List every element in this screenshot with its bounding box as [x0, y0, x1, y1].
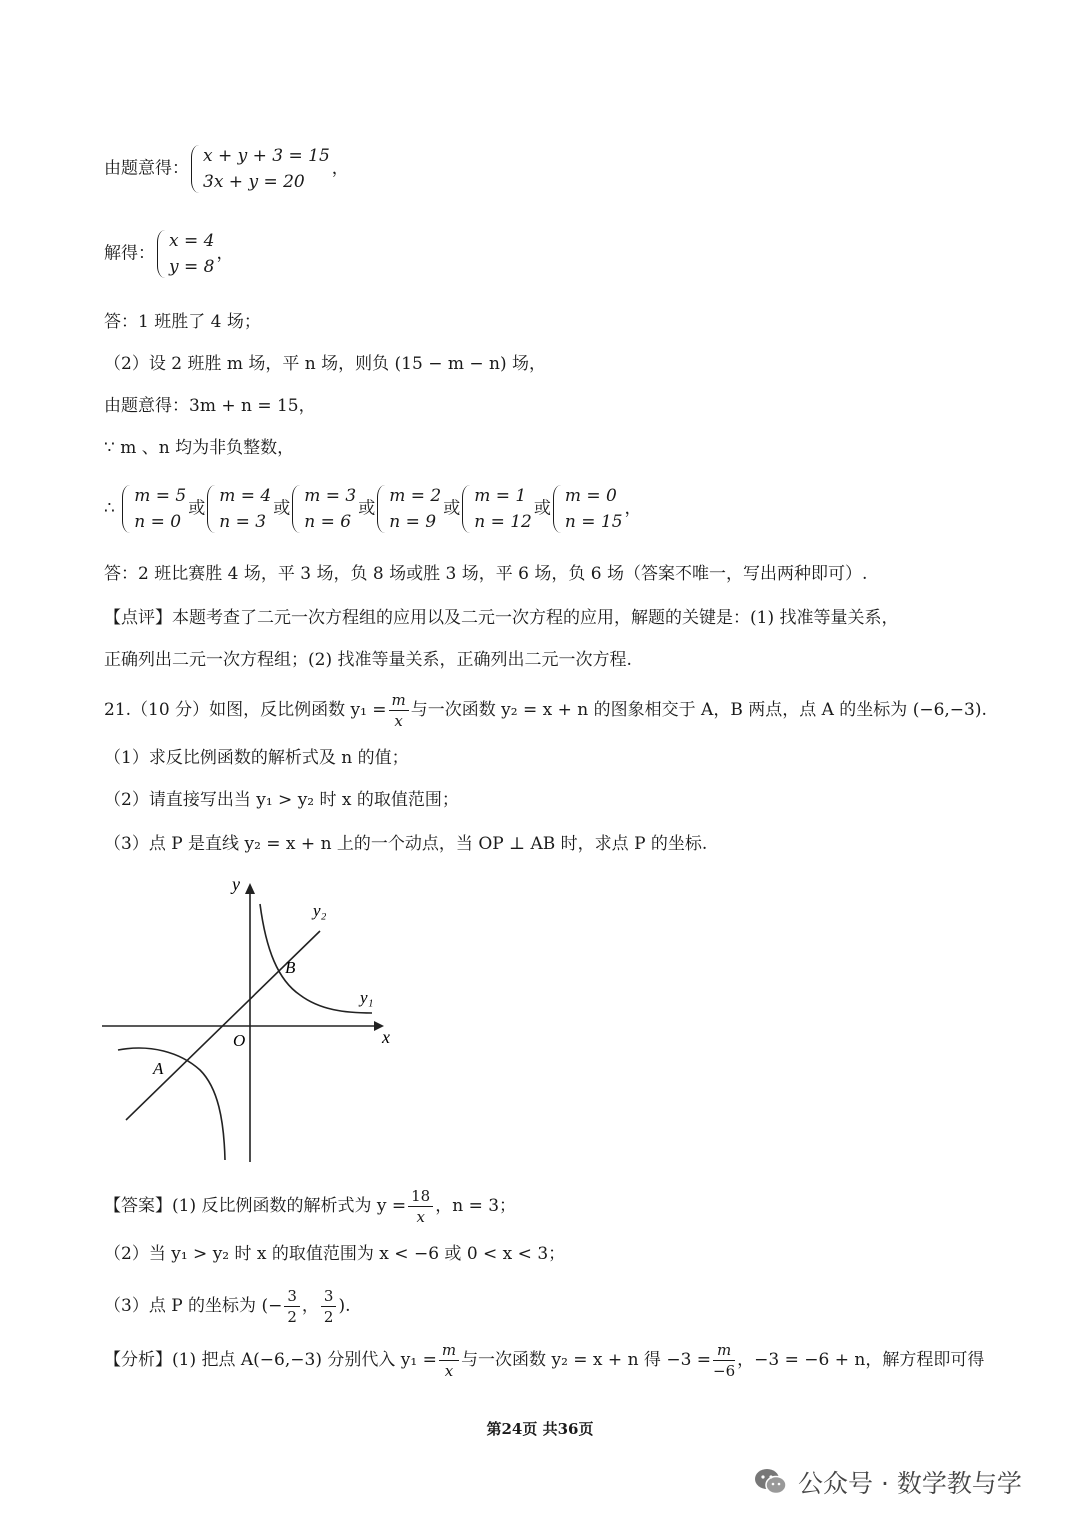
wechat-icon — [754, 1467, 788, 1497]
fraction: $\frac{3}{2}$ — [284, 1286, 300, 1327]
y-axis-label: y — [232, 874, 240, 894]
solution-system-4: m = 2 n = 9 — [377, 483, 441, 535]
question-21: 21.（10 分）如图，反比例函数 y₁ = $\frac{m}{x}$ 与一次函数 y₂ = x + n 的图象相交于 A，B 两点，点 A 的坐标为 (−6,−3). — [104, 691, 987, 730]
point-b-label: B — [285, 958, 296, 977]
fraction: $\frac{m}{-6}$ — [713, 1341, 736, 1380]
solution-systems-line: ∴ m = 5 n = 0 或 m = 4 n = 3 或 m = 3 n = 6 或 m = 2 n = 9 或 m = 1 n = 12 或 m = 0 n = 15 ， — [104, 483, 642, 535]
answer-part1: 【答案】(1) 反比例函数的解析式为 y = $\frac{18}{x}$ ，n = 3； — [104, 1187, 517, 1226]
question-21-part2: （2）请直接写出当 y₁ > y₂ 时 x 的取值范围； — [104, 790, 459, 810]
solution-system-6: m = 0 n = 15 — [553, 483, 623, 535]
fraction: $\frac{18}{x}$ — [408, 1186, 433, 1227]
watermark-text: 公众号 · 数学教与学 — [798, 1469, 1022, 1498]
curve-y1-label: y₁ — [360, 988, 374, 1007]
question-21-part3: （3）点 P 是直线 y₂ = x + n 上的一个动点，当 OP ⊥ AB 时，求点 P 的坐标. — [104, 834, 708, 854]
question-21-part1: （1）求反比例函数的解析式及 n 的值； — [104, 748, 409, 768]
page-number: 第24页 共36页 — [486, 1420, 594, 1438]
origin-label: O — [233, 1031, 246, 1050]
part2-setup: （2）设 2 班胜 m 场，平 n 场，则负 (15 − m − n) 场， — [104, 354, 546, 374]
solution-system-1: m = 5 n = 0 — [122, 483, 186, 535]
answer-line-2: 答：2 班比赛胜 4 场，平 3 场，负 8 场或胜 3 场，平 6 场，负 6 场（答案不唯一，写出两种即可）. — [104, 564, 868, 584]
answer-line-1: 答：1 班胜了 4 场； — [104, 312, 261, 332]
y-axis-arrow — [245, 883, 255, 894]
part2-equation: 由题意得：3m + n = 15， — [104, 396, 316, 416]
fraction: $\frac{m}{x}$ — [439, 1340, 459, 1381]
solution-system-3: m = 3 n = 6 — [292, 483, 356, 535]
solution-system: x = 4 y = 8 — [157, 228, 214, 280]
comment-line-2: 正确列出二元一次方程组；(2) 找准等量关系，正确列出二元一次方程. — [104, 650, 632, 670]
hyperbola-branch-1 — [260, 904, 372, 1013]
solution-system-2: m = 4 n = 3 — [207, 483, 271, 535]
watermark — [754, 1462, 1022, 1502]
fraction: $\frac{m}{x}$ — [389, 690, 409, 731]
equation-system: x + y + 3 = 15 3x + y = 20 — [191, 143, 330, 195]
answer-part3: （3）点 P 的坐标为 (− $\frac{3}{2}$ ， $\frac{3}{2}$ ). — [104, 1287, 351, 1326]
line-y2-label: y₂ — [313, 901, 327, 920]
solution-line: 解得： x = 4 y = 8 ， — [104, 228, 233, 280]
analysis-line: 【分析】(1) 把点 A(−6,−3) 分别代入 y₁ = $\frac{m}{x}$ 与一次函数 y₂ = x + n 得 −3 = $\frac{m}{-6}$ ，−3 = −6 + n，解方程即可得 — [104, 1341, 985, 1380]
solution-system-5: m = 1 n = 12 — [462, 483, 532, 535]
x-axis-label: x — [382, 1027, 390, 1047]
answer-part2: （2）当 y₁ > y₂ 时 x 的取值范围为 x < −6 或 0 < x < 3； — [104, 1244, 566, 1264]
point-a-label: A — [153, 1059, 164, 1078]
part2-condition: ∵ m 、n 均为非负整数， — [104, 438, 295, 458]
equation-system-line: 由题意得： x + y + 3 = 15 3x + y = 20 ， — [104, 143, 349, 195]
comment-line-1: 【点评】本题考查了二元一次方程组的应用以及二元一次方程的应用，解题的关键是：(1) 找准等量关系， — [104, 608, 899, 628]
function-graph — [100, 870, 400, 1165]
fraction: $\frac{3}{2}$ — [321, 1286, 337, 1327]
hyperbola-branch-2 — [118, 1048, 225, 1160]
